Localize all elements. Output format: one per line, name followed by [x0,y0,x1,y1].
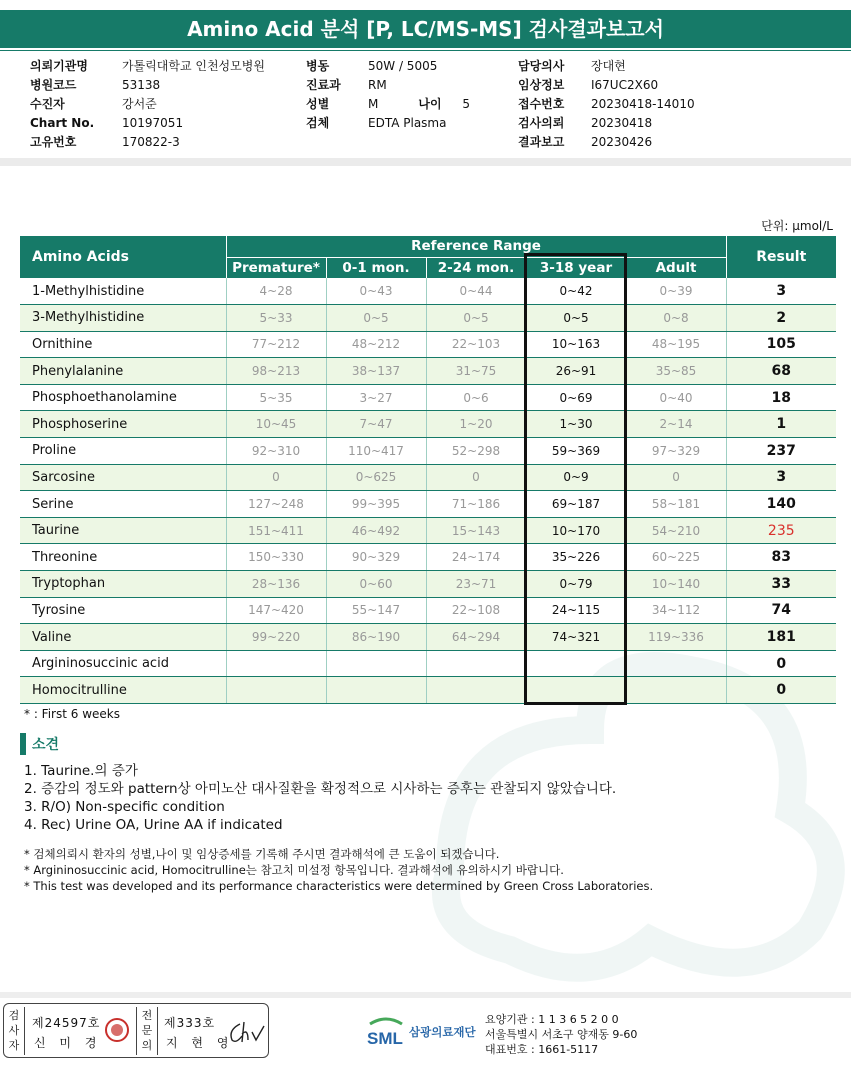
signature-box [3,1003,269,1058]
result-cell: 105 [726,331,836,358]
reference-range-cell: 0~625 [326,464,426,491]
reference-range-cell: 74~321 [526,624,626,651]
header-reference-range: Reference Range [226,236,726,257]
result-cell: 235 [726,517,836,544]
reference-range-cell: 0~8 [626,305,726,332]
reference-range-cell: 92~310 [226,438,326,465]
reference-range-cell: 0~6 [426,384,526,411]
header-result: Result [726,236,836,278]
opinion-list [24,762,616,834]
table-row [20,438,836,465]
info-row [306,95,470,114]
info-value: RM [368,78,387,92]
reference-range-cell: 15~143 [426,517,526,544]
amino-acid-name: Serine [20,491,226,518]
table-row [20,384,836,411]
table-row [20,624,836,651]
info-value: 53138 [122,78,161,92]
info-label: 성별 [306,97,330,111]
info-value: 10197051 [122,116,184,130]
info-row [30,95,265,114]
reference-range-cell: 34~112 [626,597,726,624]
opinion-item: 2. 증감의 정도와 pattern상 아미노산 대사질환을 확정적으로 시사하는 증후는 관찰되지 않았습니다. [24,781,617,797]
result-cell: 1 [726,411,836,438]
header-amino-acids: Amino Acids [20,236,226,278]
reference-range-cell: 0~39 [626,278,726,305]
patient-info-col1 [30,57,265,152]
info-label: 수진자 [30,97,65,111]
reference-range-cell: 10~140 [626,571,726,598]
reference-range-cell: 97~329 [626,438,726,465]
amino-acid-name: Threonine [20,544,226,571]
info-value: 20230418-14010 [591,97,695,111]
reference-range-cell: 119~336 [626,624,726,651]
note-item: * 검체의뢰시 환자의 성별,나이 및 임상증세를 기록해 주시면 결과해석에 큰 도움이 되겠습니다. [24,847,500,861]
age-value: 5 [462,97,470,111]
reference-range-cell: 10~45 [226,411,326,438]
info-row [30,133,265,152]
lab-info [485,1012,637,1057]
reference-range-cell: 4~28 [226,278,326,305]
info-label: Chart No. [30,116,95,130]
result-cell: 33 [726,571,836,598]
info-row [518,95,695,114]
amino-acid-name: Taurine [20,517,226,544]
reference-range-cell: 22~108 [426,597,526,624]
sig-divider [157,1007,158,1055]
reference-range-cell: 35~85 [626,358,726,385]
reference-range-cell [626,677,726,704]
reference-range-cell: 99~220 [226,624,326,651]
table-row [20,544,836,571]
result-cell: 237 [726,438,836,465]
vert-char: 검 [8,1009,20,1022]
reference-range-cell: 99~395 [326,491,426,518]
info-row [518,133,695,152]
examiner-license: 제24597호 [32,1016,101,1030]
table-row [20,517,836,544]
reference-range-cell: 0~79 [526,571,626,598]
notes-list [24,846,653,894]
note-item: * This test was developed and its performance characteristics were determined by Green Cross Laboratories. [24,879,654,893]
reference-range-cell: 127~248 [226,491,326,518]
reference-range-cell: 0 [226,464,326,491]
result-cell: 0 [726,677,836,704]
examiner-name: 신 미 경 [34,1036,102,1050]
vert-char: 자 [8,1039,20,1052]
reference-range-cell [526,650,626,677]
info-label: 고유번호 [30,135,77,149]
lab-phone: 대표번호 : 1661-5117 [485,1043,599,1056]
reference-range-cell [326,650,426,677]
specialist-vertical-label [140,1008,154,1053]
reference-range-cell: 0~9 [526,464,626,491]
info-value: 장대현 [591,59,626,73]
reference-range-cell [226,650,326,677]
result-cell: 140 [726,491,836,518]
reference-range-cell: 0~5 [326,305,426,332]
vert-char: 문 [141,1024,153,1037]
info-row [30,114,265,133]
info-label: 검사의뢰 [518,116,565,130]
result-cell: 18 [726,384,836,411]
reference-range-cell [326,677,426,704]
info-row [30,57,265,76]
reference-range-cell: 24~174 [426,544,526,571]
amino-acid-table [20,236,836,704]
opinion-marker [20,733,26,755]
reference-range-cell: 69~187 [526,491,626,518]
result-cell: 83 [726,544,836,571]
reference-range-cell: 0~5 [526,305,626,332]
reference-range-cell: 151~411 [226,517,326,544]
reference-range-cell: 98~213 [226,358,326,385]
result-cell: 68 [726,358,836,385]
amino-acid-name: Tryptophan [20,571,226,598]
info-label: 의뢰기관명 [30,59,88,73]
table-row [20,597,836,624]
table-row [20,491,836,518]
reference-range-cell: 26~91 [526,358,626,385]
lab-address: 서울특별시 서초구 양재동 9-60 [485,1028,638,1041]
reference-range-cell: 24~115 [526,597,626,624]
signature-icon [226,1018,266,1046]
reference-range-cell: 3~27 [326,384,426,411]
info-label: 진료과 [306,78,341,92]
opinion-item: 1. Taurine.의 증가 [24,763,138,779]
report-title: Amino Acid 분석 [P, LC/MS-MS] 검사결과보고서 [0,10,851,48]
info-label: 병원코드 [30,78,77,92]
amino-acid-name: Phosphoethanolamine [20,384,226,411]
amino-acid-name: Valine [20,624,226,651]
info-value: I67UC2X60 [591,78,659,92]
info-value: 50W / 5005 [368,59,438,73]
reference-range-cell: 0~60 [326,571,426,598]
reference-range-cell: 2~14 [626,411,726,438]
info-label: 접수번호 [518,97,565,111]
result-cell: 3 [726,278,836,305]
info-value: 170822-3 [122,135,180,149]
vert-char: 전 [141,1009,153,1022]
reference-range-cell: 90~329 [326,544,426,571]
result-cell: 181 [726,624,836,651]
seal-icon [104,1017,130,1043]
table-row [20,571,836,598]
patient-info-col3 [518,57,695,152]
amino-acid-name: 3-Methylhistidine [20,305,226,332]
sig-divider [136,1007,137,1055]
specialist-name: 지 현 영 [166,1036,234,1050]
opinion-heading [20,733,59,755]
sig-divider [24,1007,25,1055]
reference-range-cell [426,650,526,677]
info-row [518,114,695,133]
reference-range-cell: 55~147 [326,597,426,624]
note-item: * Argininosuccinic acid, Homocitrulline는 참고치 미설정 항목입니다. 결과해석에 유의하시기 바랍니다. [24,863,564,877]
reference-range-cell: 0~42 [526,278,626,305]
info-row [518,76,695,95]
unit-label: 단위: μmol/L [761,219,833,233]
reference-range-cell: 48~195 [626,331,726,358]
reference-range-cell: 7~47 [326,411,426,438]
reference-range-cell [626,650,726,677]
section-divider [0,158,851,166]
amino-acid-name: Phosphoserine [20,411,226,438]
info-value: M [368,97,379,111]
opinion-item: 4. Rec) Urine OA, Urine AA if indicated [24,817,283,833]
info-row [30,76,265,95]
reference-range-cell: 52~298 [426,438,526,465]
vert-char: 사 [8,1024,20,1037]
table-row [20,411,836,438]
reference-range-cell: 0~44 [426,278,526,305]
opinion-item: 3. R/O) Non-specific condition [24,799,225,815]
amino-acid-table-body [20,278,836,704]
info-value: 20230426 [591,135,653,149]
result-cell: 3 [726,464,836,491]
reference-range-cell: 71~186 [426,491,526,518]
reference-range-cell: 1~20 [426,411,526,438]
reference-range-cell: 59~369 [526,438,626,465]
sml-logo-icon [366,1016,406,1048]
lab-name: 삼광의료재단 [409,1025,476,1039]
reference-range-cell: 46~492 [326,517,426,544]
table-row [20,278,836,305]
table-row [20,650,836,677]
table-row [20,358,836,385]
vert-char: 의 [141,1039,153,1052]
reference-range-cell: 1~30 [526,411,626,438]
result-cell: 2 [726,305,836,332]
premature-footnote: * : First 6 weeks [24,707,120,721]
reference-range-cell: 48~212 [326,331,426,358]
header-range-col: Adult [626,257,726,278]
amino-acid-name: 1-Methylhistidine [20,278,226,305]
info-value: 강서준 [122,97,157,111]
info-label: 검체 [306,116,330,130]
result-cell: 74 [726,597,836,624]
examiner-vertical-label [7,1008,21,1053]
reference-range-cell: 0 [626,464,726,491]
reference-range-cell: 60~225 [626,544,726,571]
info-label: 결과보고 [518,135,565,149]
reference-range-cell: 54~210 [626,517,726,544]
info-label: 임상정보 [518,78,565,92]
table-row [20,677,836,704]
table-row [20,331,836,358]
age-label: 나이 [418,97,442,111]
header-range-col: Premature* [226,257,326,278]
reference-range-cell: 5~35 [226,384,326,411]
reference-range-cell: 0~5 [426,305,526,332]
reference-range-cell: 22~103 [426,331,526,358]
amino-acid-name: Homocitrulline [20,677,226,704]
reference-range-cell: 0~43 [326,278,426,305]
amino-acid-name: Proline [20,438,226,465]
reference-range-cell [526,677,626,704]
header-range-col: 0-1 mon. [326,257,426,278]
reference-range-cell: 150~330 [226,544,326,571]
reference-range-cell: 0~40 [626,384,726,411]
reference-range-cell: 64~294 [426,624,526,651]
reference-range-cell: 38~137 [326,358,426,385]
table-row [20,305,836,332]
reference-range-cell: 5~33 [226,305,326,332]
reference-range-cell: 0~69 [526,384,626,411]
reference-range-cell [226,677,326,704]
reference-range-cell: 147~420 [226,597,326,624]
header-range-col: 2-24 mon. [426,257,526,278]
info-value: EDTA Plasma [368,116,447,130]
reference-range-cell: 0 [426,464,526,491]
amino-acid-name: Ornithine [20,331,226,358]
reference-range-cell: 28~136 [226,571,326,598]
table-row [20,464,836,491]
amino-acid-name: Sarcosine [20,464,226,491]
specialist-license: 제333호 [164,1016,216,1030]
reference-range-cell: 35~226 [526,544,626,571]
sml-logo [366,1016,476,1048]
amino-acid-name: Phenylalanine [20,358,226,385]
reference-range-cell: 110~417 [326,438,426,465]
reference-range-cell: 31~75 [426,358,526,385]
info-row [306,57,470,76]
info-row [306,76,470,95]
reference-range-cell [426,677,526,704]
amino-acid-name: Argininosuccinic acid [20,650,226,677]
info-row [518,57,695,76]
footer-divider [0,992,851,998]
result-cell: 0 [726,650,836,677]
info-row [306,114,470,133]
info-label: 담당의사 [518,59,565,73]
patient-info-col2 [306,57,470,133]
reference-range-cell: 10~163 [526,331,626,358]
reference-range-cell: 10~170 [526,517,626,544]
info-value: 가톨릭대학교 인천성모병원 [122,59,265,73]
info-label: 병동 [306,59,330,73]
title-divider [0,50,851,51]
lab-code: 요양기관 : 1 1 3 6 5 2 0 0 [485,1013,619,1026]
amino-acid-name: Tyrosine [20,597,226,624]
opinion-title: 소견 [32,737,60,753]
info-value: 20230418 [591,116,653,130]
header-range-col: 3-18 year [526,257,626,278]
reference-range-cell: 77~212 [226,331,326,358]
logo-mark-text: SML [367,1029,403,1048]
reference-range-cell: 86~190 [326,624,426,651]
reference-range-cell: 23~71 [426,571,526,598]
reference-range-cell: 58~181 [626,491,726,518]
